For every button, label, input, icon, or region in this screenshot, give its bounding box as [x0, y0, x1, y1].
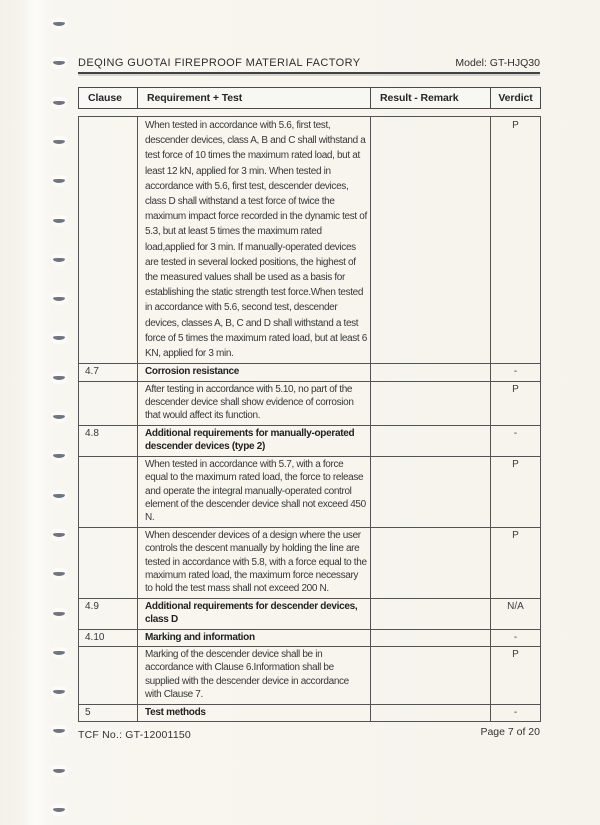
- table-row: [79, 598, 541, 629]
- company-name: DEQING GUOTAI FIREPROOF MATERIAL FACTORY: [78, 57, 361, 69]
- document-header: [78, 57, 540, 72]
- binder-hole-mark: [53, 61, 65, 65]
- requirements-table: [78, 116, 541, 722]
- binder-hole-mark: [53, 101, 65, 105]
- header-rule: [78, 72, 540, 74]
- requirement-cell: When tested in accordance with 5.6, first test, descender devices, class A, B and C shall withstand a test force of 10 times the maximum rated load, but at least 12 kN, applied for 3 min. When tested in accordance with 5.6, first test, descender devices, class D shall withstand a test force of twice the maximum impact force recorded in the dynamic test of 5.3, but at least 5 times the maximum rated load,applied for 3 min. If manually-operated devices are tested in several locked positions, the highest of the measured values shall be used as a basis for establishing the static strength test force.When tested in accordance with 5.6, second test, descender devices, classes A, B, C and D shall withstand a test force of 5 times the maximum rated load, but at least 6 KN, applied for 3 min.: [138, 117, 371, 364]
- clause-cell: [79, 646, 138, 704]
- binder-hole-mark: [53, 808, 65, 812]
- clause-cell: 4.8: [79, 425, 138, 456]
- document-footer: [78, 726, 540, 741]
- verdict-cell: N/A: [491, 598, 541, 629]
- column-header-row: [79, 88, 541, 109]
- table-row: [79, 381, 541, 425]
- binder-hole-mark: [53, 729, 65, 733]
- table-row: [79, 646, 541, 704]
- binder-hole-mark: [53, 22, 65, 26]
- col-header-clause: Clause: [79, 88, 138, 109]
- table-row: [79, 456, 541, 527]
- binder-hole-mark: [53, 376, 65, 380]
- clause-cell: [79, 527, 138, 598]
- binder-hole-mark: [53, 572, 65, 576]
- tcf-number: TCF No.: GT-12001150: [78, 729, 191, 741]
- verdict-cell: P: [491, 117, 541, 364]
- verdict-cell: -: [491, 704, 541, 721]
- binder-hole-mark: [53, 258, 65, 262]
- verdict-cell: P: [491, 456, 541, 527]
- result-cell: [371, 364, 491, 381]
- binder-hole-mark: [53, 494, 65, 498]
- clause-cell: 4.7: [79, 364, 138, 381]
- result-cell: [371, 646, 491, 704]
- result-cell: [371, 598, 491, 629]
- result-cell: [371, 629, 491, 646]
- result-cell: [371, 456, 491, 527]
- binder-hole-mark: [53, 612, 65, 616]
- table-row: [79, 364, 541, 381]
- result-cell: [371, 425, 491, 456]
- result-cell: [371, 381, 491, 425]
- requirement-cell: After testing in accordance with 5.10, no part of the descender device shall show evidence of corrosion that would affect its function.: [138, 381, 371, 425]
- column-header-table: [78, 87, 541, 109]
- verdict-cell: P: [491, 646, 541, 704]
- document-content: [78, 57, 540, 741]
- requirement-cell: Marking of the descender device shall be in accordance with Clause 6.Information shall be supplied with the descender device in accordance with Clause 7.: [138, 646, 371, 704]
- binder-hole-mark: [53, 297, 65, 301]
- verdict-cell: P: [491, 381, 541, 425]
- verdict-cell: -: [491, 425, 541, 456]
- requirement-cell: Additional requirements for descender devices, class D: [138, 598, 371, 629]
- binder-hole-mark: [53, 454, 65, 458]
- clause-cell: 5: [79, 704, 138, 721]
- binder-hole-mark: [53, 415, 65, 419]
- result-cell: [371, 117, 491, 364]
- requirement-cell: When tested in accordance with 5.7, with a force equal to the maximum rated load, the force to release and operate the integral manually-operated control element of the descender device shall not exceed 450 N.: [138, 456, 371, 527]
- binder-hole-mark: [53, 219, 65, 223]
- requirement-cell: Additional requirements for manually-operated descender devices (type 2): [138, 425, 371, 456]
- requirement-cell: Marking and information: [138, 629, 371, 646]
- col-header-requirement: Requirement + Test: [138, 88, 371, 109]
- table-row: [79, 629, 541, 646]
- clause-cell: [79, 381, 138, 425]
- result-cell: [371, 704, 491, 721]
- table-row: [79, 425, 541, 456]
- table-row: [79, 704, 541, 721]
- model-label: Model: GT-HJQ30: [455, 57, 540, 69]
- table-row: [79, 117, 541, 364]
- clause-cell: 4.9: [79, 598, 138, 629]
- binder-hole-mark: [53, 140, 65, 144]
- page-number: Page 7 of 20: [480, 726, 540, 738]
- clause-cell: 4.10: [79, 629, 138, 646]
- verdict-cell: P: [491, 527, 541, 598]
- verdict-cell: -: [491, 629, 541, 646]
- table-row: [79, 527, 541, 598]
- col-header-result: Result - Remark: [371, 88, 491, 109]
- binder-hole-mark: [53, 769, 65, 773]
- requirement-cell: When descender devices of a design where the user controls the descent manually by holding the line are tested in accordance with 5.8, with a force equal to the maximum rated load, the maximum force necessary to hold the test mass shall not exceed 200 N.: [138, 527, 371, 598]
- col-header-verdict: Verdict: [491, 88, 541, 109]
- binder-hole-mark: [53, 533, 65, 537]
- binder-hole-mark: [53, 336, 65, 340]
- requirement-cell: Test methods: [138, 704, 371, 721]
- result-cell: [371, 527, 491, 598]
- clause-cell: [79, 456, 138, 527]
- binder-hole-mark: [53, 179, 65, 183]
- binder-hole-mark: [53, 690, 65, 694]
- clause-cell: [79, 117, 138, 364]
- verdict-cell: -: [491, 364, 541, 381]
- binder-hole-mark: [53, 651, 65, 655]
- binding-strip: [22, 0, 52, 825]
- requirement-cell: Corrosion resistance: [138, 364, 371, 381]
